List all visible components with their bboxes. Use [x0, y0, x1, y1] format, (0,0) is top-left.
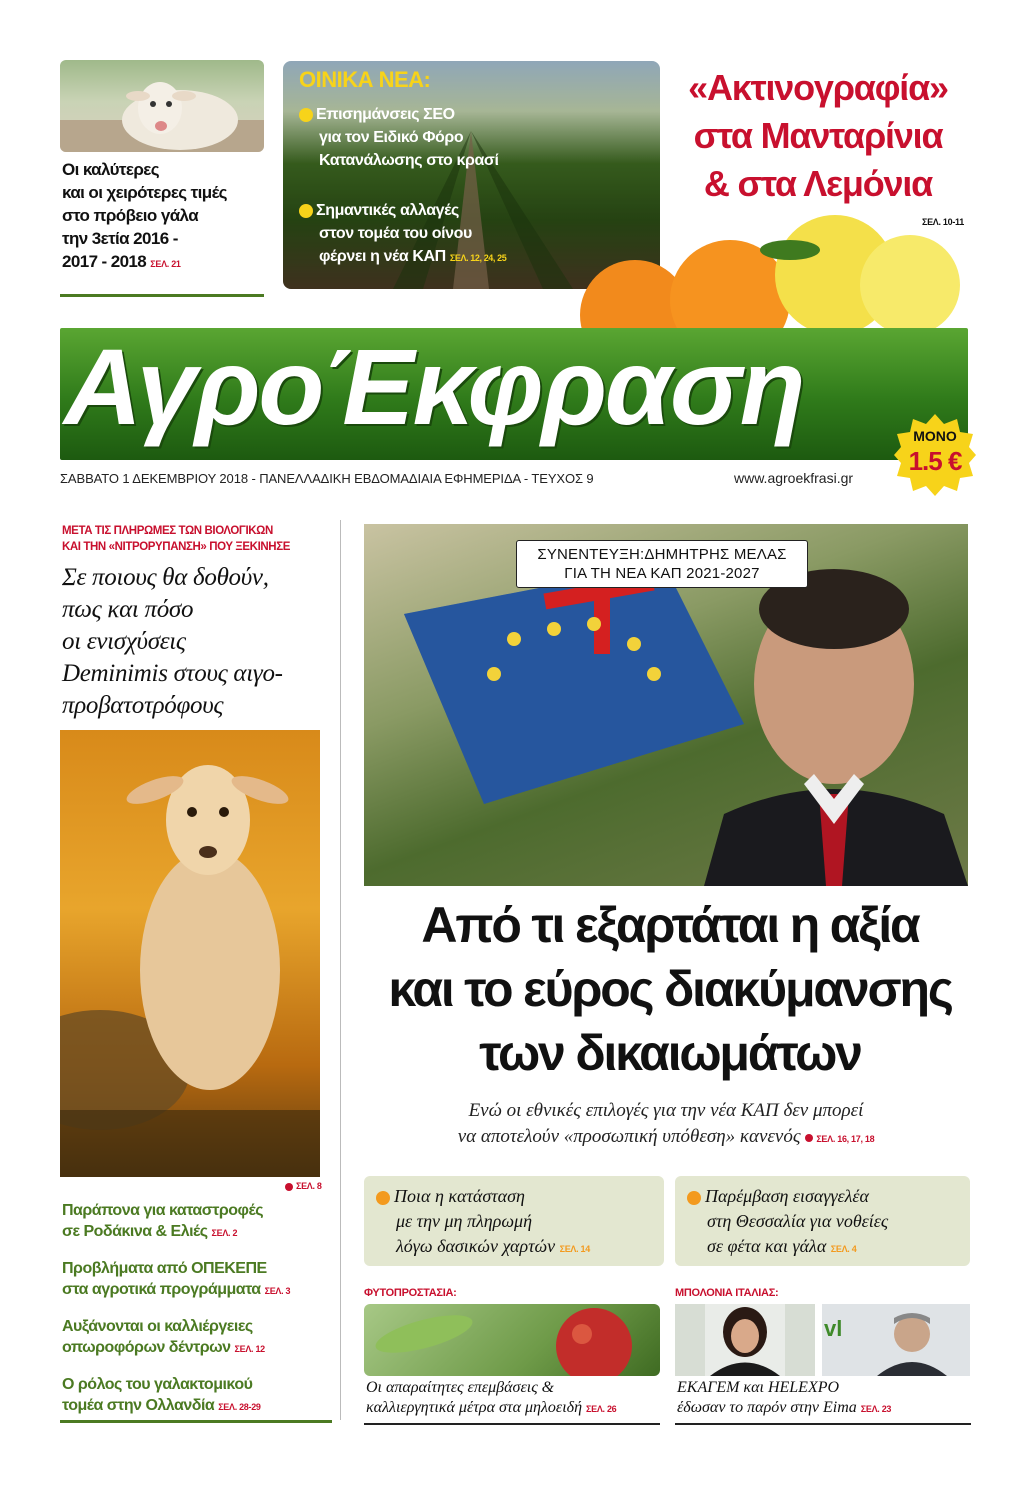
bologna-photo-1 — [675, 1304, 815, 1376]
bottom-left-rule — [364, 1423, 660, 1425]
masthead-title: ΑγροΈκφραση — [64, 328, 804, 447]
left-kicker: ΜΕΤΑ ΤΙΣ ΠΛΗΡΩΜΕΣ ΤΩΝ ΒΙΟΛΟΓΙΚΩΝ ΚΑΙ ΤΗΝ «ΝΙΤΡΟΡΥΠΑΝΣΗ» ΠΟΥ ΞΕΚΙΝΗΣΕ — [62, 525, 290, 553]
brief-1[interactable]: Παράπονα για καταστροφές σε Ροδάκινα & Ελιές ΣΕΛ. 2 — [62, 1202, 264, 1240]
top-left-rule — [60, 294, 264, 297]
wine-item-2[interactable]: Σημαντικές αλλαγές στον τομέα του οίνου φέρνει η νέα ΚΑΠ ΣΕΛ. 12, 24, 25 — [299, 199, 639, 270]
svg-text:vl: vl — [824, 1316, 843, 1341]
brief-2[interactable]: Προβλήματα από ΟΠΕΚΕΠΕ στα αγροτικά προγράμματα ΣΕΛ. 3 — [62, 1260, 291, 1298]
bullet-icon — [376, 1191, 390, 1205]
main-headline[interactable]: Από τι εξαρτάται η αξία και το εύρος διακύμανσης των δικαιωμάτων — [388, 897, 952, 1081]
masthead-banner — [60, 328, 968, 460]
price-badge: ΜΟΝΟ 1.5 € — [894, 414, 976, 496]
top-left-headline[interactable]: Οι καλύτερες και οι χειρότερες τιμές στο πρόβειο γάλα την 3ετία 2016 - 2017 - 2018 ΣΕΛ. 21 — [62, 160, 227, 271]
lamb-ref: ΣΕΛ. 8 — [285, 1181, 322, 1191]
brief-3[interactable]: Αυξάνονται οι καλλιέργειες οπωροφόρων δέντρων ΣΕΛ. 12 — [62, 1318, 265, 1356]
bologna-photo-2 — [822, 1304, 970, 1376]
bullet-icon — [299, 204, 313, 218]
sheep-photo — [60, 60, 264, 152]
bullet-icon — [687, 1191, 701, 1205]
apple-photo — [364, 1304, 660, 1376]
brief-4[interactable]: Ο ρόλος του γαλακτομικού τομέα στην Ολλανδία ΣΕΛ. 28-29 — [62, 1376, 261, 1414]
wine-item-1[interactable]: Επισημάνσεις ΣΕΟ για τον Ειδικό Φόρο Κατανάλωσης στο κρασί — [299, 103, 599, 172]
main-photo — [364, 524, 968, 886]
citrus-photo — [580, 190, 970, 330]
date-line: ΣΑΒΒΑΤΟ 1 ΔΕΚΕΜΒΡΙΟΥ 2018 - ΠΑΝΕΛΛΑΔΙΚΗ ΕΒΔΟΜΑΔΙΑΙΑ ΕΦΗΜΕΡΙΔΑ - ΤΕΥΧΟΣ 9 — [60, 471, 594, 486]
website-link[interactable]: www.agroekfrasi.gr — [734, 470, 854, 486]
plant-protection-kicker: ΦΥΤΟΠΡΟΣΤΑΣΙΑ: — [364, 1287, 457, 1299]
bottom-right-rule — [675, 1423, 971, 1425]
brief-rule — [60, 1420, 332, 1423]
bologna-story[interactable]: ΕΚΑΓΕΜ και HELEXPO έδωσαν το παρόν στην Eima ΣΕΛ. 23 — [677, 1379, 892, 1416]
lamb-photo — [60, 730, 320, 1177]
main-subhead[interactable]: Ενώ οι εθνικές επιλογές για την νέα ΚΑΠ δεν μπορεί να αποτελούν «προσωπική υπόθεση» κανενός ΣΕΛ. 16, 17, 18 — [457, 1100, 875, 1147]
story-box-1[interactable]: Ποια η κατάσταση με την μη πληρωμή λόγω δασικών χαρτών ΣΕΛ. 14 — [364, 1176, 664, 1266]
citrus-ref: ΣΕΛ. 10-11 — [922, 217, 964, 227]
story-box-2[interactable]: Παρέμβαση εισαγγελέα στη Θεσσαλία για νοθείες σε φέτα και γάλα ΣΕΛ. 4 — [675, 1176, 970, 1266]
interview-box[interactable]: ΣΥΝΕΝΤΕΥΞΗ:ΔΗΜΗΤΡΗΣ ΜΕΛΑΣ ΓΙΑ ΤΗ ΝΕΑ ΚΑΠ 2021-2027 — [516, 540, 808, 588]
bullet-icon — [299, 108, 313, 122]
bologna-kicker: ΜΠΟΛΟΝΙΑ ΙΤΑΛΙΑΣ: — [675, 1287, 779, 1299]
plant-protection-story[interactable]: Οι απαραίτητες επεμβάσεις & καλλιεργητικά μέτρα στα μηλοειδή ΣΕΛ. 26 — [366, 1379, 617, 1416]
citrus-headline[interactable]: «Ακτινογραφία» στα Μανταρίνια & στα Λεμόνια — [688, 67, 948, 204]
left-headline[interactable]: Σε ποιους θα δοθούν, πως και πόσο οι ενισχύσεις Deminimis στους αιγο- προβατοτρόφους — [62, 564, 283, 719]
wine-box-title: ΟΙΝΙΚΑ ΝΕΑ: — [299, 67, 431, 92]
